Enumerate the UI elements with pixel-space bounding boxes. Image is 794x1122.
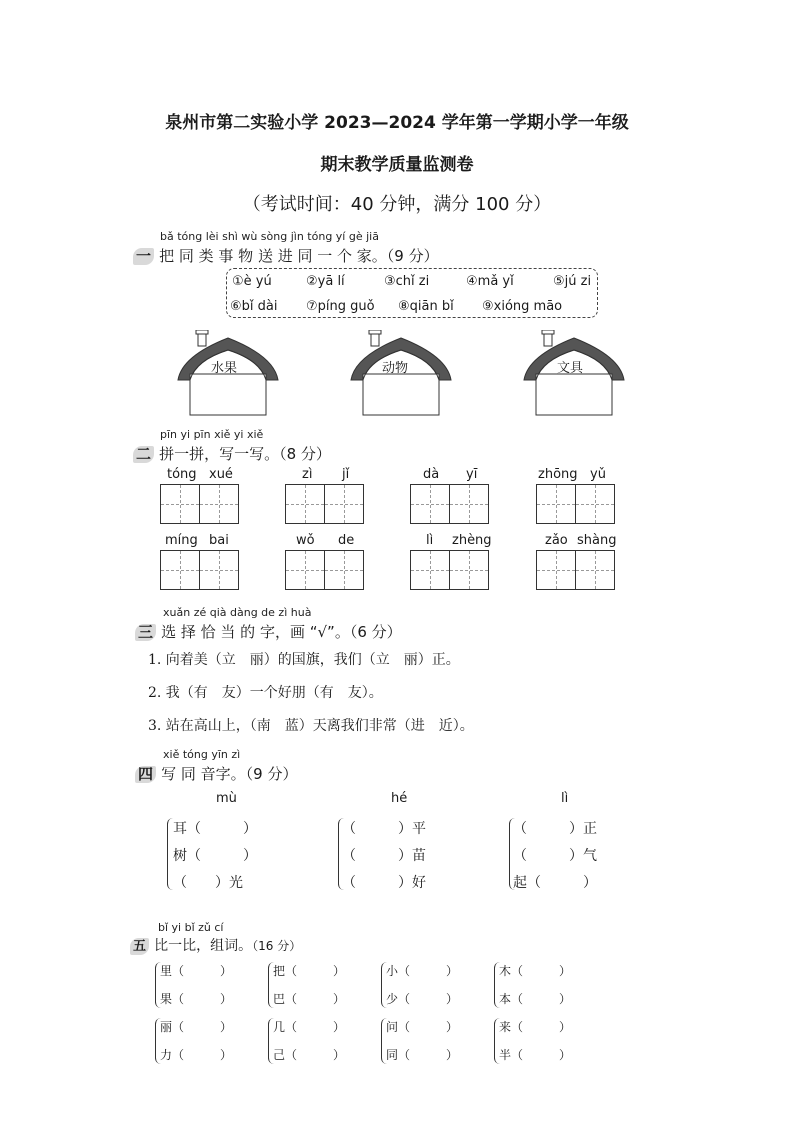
sec1-heading bbox=[133, 245, 439, 266]
page-title: 泉州市第二实验小学 2023—2024 学年第一学期小学一年级 bbox=[165, 113, 629, 133]
sec3-heading bbox=[135, 621, 402, 642]
grid-pinyin-4b: yǔ bbox=[590, 467, 606, 482]
option-7: ⑦píng guǒ bbox=[306, 299, 375, 314]
page-subtitle: 期末教学质量监测卷 bbox=[320, 155, 474, 175]
sec4-g2-r1: （ ）平 bbox=[342, 821, 426, 837]
sec5-text: 比一比，组词。 bbox=[154, 938, 253, 954]
writing-cell[interactable] bbox=[285, 550, 325, 590]
writing-cell[interactable] bbox=[449, 484, 489, 524]
sec1-score: （9 分） bbox=[386, 247, 439, 265]
sec4-g3-r1: （ ）正 bbox=[513, 821, 597, 837]
sec3-text: 选 择 恰 当 的 字，画 “√”。 bbox=[161, 623, 350, 641]
sec4-head-3: lì bbox=[561, 791, 569, 806]
writing-cell[interactable] bbox=[536, 550, 576, 590]
house-animal bbox=[349, 330, 453, 416]
sec5-r1-g2-a: 把（ ） bbox=[273, 964, 346, 978]
grid-pinyin-6b: de bbox=[338, 533, 355, 548]
sec5-score: （16 分） bbox=[252, 939, 302, 953]
sec5-badge: 五 bbox=[130, 938, 149, 955]
exam-info: （考试时间：40 分钟，满分 100 分） bbox=[242, 194, 552, 215]
sec1-text: 把 同 类 事 物 送 进 同 一 个 家。 bbox=[159, 247, 387, 265]
sec2-badge: 二 bbox=[133, 446, 154, 463]
sec5-r2-g4-b: 半（ ） bbox=[499, 1048, 572, 1062]
writing-cell[interactable] bbox=[575, 550, 615, 590]
house-animal-label: 动物 bbox=[382, 361, 409, 376]
sec5-r2-g2-a: 几（ ） bbox=[273, 1020, 346, 1034]
sec4-g1-r1: 耳（ ） bbox=[173, 821, 257, 837]
grid-pinyin-5b: bai bbox=[209, 533, 229, 548]
writing-cell[interactable] bbox=[199, 484, 239, 524]
sec3-pinyin: xuǎn zé qià dàng de zì huà bbox=[163, 606, 312, 619]
sec3-question-2: 2. 我（有 友）一个好朋（有 友）。 bbox=[148, 685, 383, 701]
grid-pinyin-2b: jǐ bbox=[342, 467, 350, 482]
sec5-pinyin: bǐ yi bǐ zǔ cí bbox=[158, 921, 224, 934]
sec2-text: 拼一拼，写一写。 bbox=[159, 445, 280, 463]
grid-pinyin-1b: xué bbox=[209, 467, 233, 482]
sec1-badge: 一 bbox=[133, 248, 154, 265]
sec4-text: 写 同 音字。 bbox=[161, 765, 246, 783]
writing-cell[interactable] bbox=[324, 484, 364, 524]
sec5-r2-g2-b: 己（ ） bbox=[273, 1048, 346, 1062]
writing-cell[interactable] bbox=[575, 484, 615, 524]
sec3-question-1: 1. 向着美（立 丽）的国旗，我们（立 丽）正。 bbox=[148, 652, 460, 668]
sec4-g2-r2: （ ）苗 bbox=[342, 848, 426, 864]
writing-cell[interactable] bbox=[410, 550, 450, 590]
grid-pinyin-6a: wǒ bbox=[296, 533, 315, 548]
sec5-r2-g1-b: 力（ ） bbox=[160, 1048, 233, 1062]
sec5-r2-g1-a: 丽（ ） bbox=[160, 1020, 233, 1034]
option-2: ②yā lí bbox=[306, 274, 345, 289]
sec4-g1-r2: 树（ ） bbox=[173, 848, 257, 864]
option-1: ①è yú bbox=[232, 274, 272, 289]
house-fruit bbox=[176, 330, 280, 416]
grid-pinyin-4a: zhōng bbox=[538, 467, 578, 482]
sec4-g1-r3: （ ）光 bbox=[173, 875, 243, 891]
sec1-pinyin: bǎ tóng lèi shì wù sòng jìn tóng yí gè jiā bbox=[160, 230, 379, 243]
sec5-r1-g3-a: 小（ ） bbox=[386, 964, 459, 978]
sec4-g3-r3: 起（ ） bbox=[513, 875, 597, 891]
sec5-r2-g4-a: 来（ ） bbox=[499, 1020, 572, 1034]
house-stationery bbox=[522, 330, 626, 416]
sec5-r2-g3-b: 同（ ） bbox=[386, 1048, 459, 1062]
grid-pinyin-3a: dà bbox=[423, 467, 440, 482]
writing-cell[interactable] bbox=[160, 550, 200, 590]
sec4-pinyin: xiě tóng yīn zì bbox=[163, 748, 241, 761]
sec5-r2-g3-a: 问（ ） bbox=[386, 1020, 459, 1034]
writing-cell[interactable] bbox=[160, 484, 200, 524]
grid-pinyin-7a: lì bbox=[426, 533, 434, 548]
sec2-heading bbox=[133, 443, 331, 464]
option-8: ⑧qiān bǐ bbox=[398, 299, 454, 314]
writing-cell[interactable] bbox=[285, 484, 325, 524]
sec4-head-2: hé bbox=[391, 791, 408, 806]
writing-cell[interactable] bbox=[536, 484, 576, 524]
sec4-score: （9 分） bbox=[245, 765, 298, 783]
grid-pinyin-1a: tóng bbox=[167, 467, 197, 482]
option-3: ③chǐ zi bbox=[384, 274, 430, 289]
sec5-r1-g3-b: 少（ ） bbox=[386, 992, 459, 1006]
house-fruit-label: 水果 bbox=[211, 361, 238, 376]
grid-pinyin-8b: shàng bbox=[577, 533, 617, 548]
sec4-heading bbox=[135, 763, 297, 784]
option-6: ⑥bǐ dài bbox=[230, 299, 278, 314]
grid-pinyin-5a: míng bbox=[165, 533, 198, 548]
grid-pinyin-2a: zì bbox=[302, 467, 313, 482]
sec5-r1-g1-a: 里（ ） bbox=[160, 964, 233, 978]
sec5-r1-g4-b: 本（ ） bbox=[499, 992, 572, 1006]
sec5-heading bbox=[130, 935, 301, 955]
house-stationery-label: 文具 bbox=[557, 361, 584, 376]
writing-cell[interactable] bbox=[449, 550, 489, 590]
sec3-question-3: 3. 站在高山上，（南 蓝）天离我们非常（进 近）。 bbox=[148, 718, 474, 734]
grid-pinyin-7b: zhèng bbox=[452, 533, 492, 548]
sec2-score: （8 分） bbox=[279, 445, 331, 463]
sec3-badge: 三 bbox=[135, 624, 156, 641]
sec4-g3-r2: （ ）气 bbox=[513, 848, 597, 864]
sec5-r1-g1-b: 果（ ） bbox=[160, 992, 233, 1006]
option-5: ⑤jú zi bbox=[553, 274, 592, 289]
writing-cell[interactable] bbox=[199, 550, 239, 590]
sec4-head-1: mù bbox=[216, 791, 237, 806]
sec5-r1-g2-b: 巴（ ） bbox=[273, 992, 346, 1006]
grid-pinyin-8a: zǎo bbox=[545, 533, 568, 548]
sec3-score: （6 分） bbox=[349, 623, 402, 641]
sec2-pinyin: pīn yi pīn xiě yi xiě bbox=[160, 428, 264, 441]
grid-pinyin-3b: yī bbox=[466, 467, 478, 482]
writing-cell[interactable] bbox=[324, 550, 364, 590]
option-4: ④mǎ yǐ bbox=[466, 274, 514, 289]
sec4-badge: 四 bbox=[135, 766, 156, 783]
sec5-r1-g4-a: 木（ ） bbox=[499, 964, 572, 978]
sec4-g2-r3: （ ）好 bbox=[342, 875, 426, 891]
option-9: ⑨xióng māo bbox=[482, 299, 563, 314]
writing-cell[interactable] bbox=[410, 484, 450, 524]
